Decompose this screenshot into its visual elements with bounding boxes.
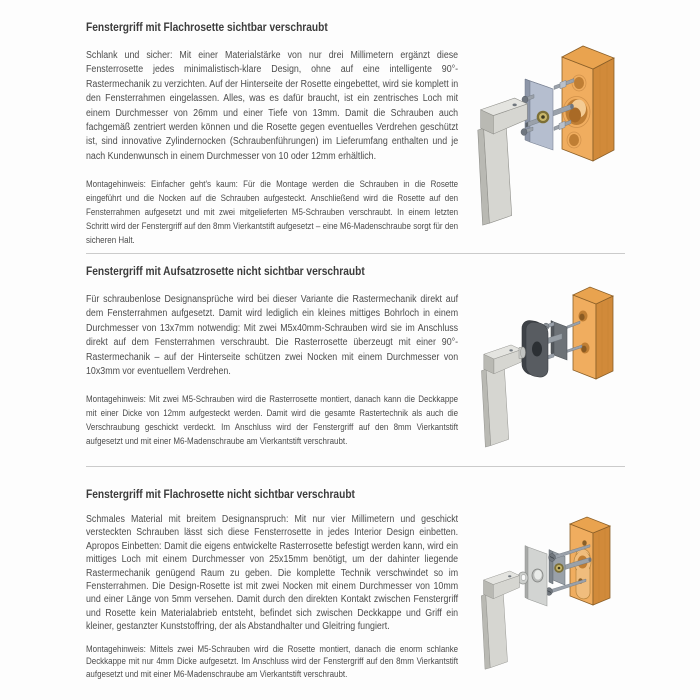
window-handle: [481, 571, 519, 669]
section-heading: Fenstergriff mit Aufsatzrosette nicht sichtbar verschraubt: [86, 266, 365, 278]
window-handle: [478, 98, 527, 225]
screw-hole: [574, 77, 584, 89]
window-frame-block: [562, 46, 614, 161]
brass-bushing: [537, 111, 550, 124]
section-heading: Fenstergriff mit Flachrosette sichtbar verschraubt: [86, 22, 328, 34]
section-heading: Fenstergriff mit Flachrosette nicht sichtbar verschraubt: [86, 489, 355, 501]
cover-cap: [522, 319, 548, 378]
illustration-exploded-aufsatzrosette-nicht-sichtbar: [470, 285, 630, 497]
spindle-hole: [532, 342, 542, 357]
section-flachrosette-sichtbar: [86, 22, 458, 247]
window-handle: [481, 345, 525, 447]
section-divider: [86, 253, 625, 254]
montage-note: Montagehinweis: Mittels zwei M5-Schrauben wird die Rosette montiert, danach die enorm schlanke Deckkappe mit nur 4mm Dicke aufgesetzt. Im Anschluss wird der Fenstergriff auf den 8mm Vierkantstift aufgesetzt und mit einer M6-Madenschraube am Vierkantstift verschraubt.: [86, 643, 459, 679]
section-body: Für schraubenlose Designansprüche wird bei dieser Variante die Rastermechanik direkt auf dem Fensterrahmen aufgesetzt. Damit wird lediglich ein kleines mittiges Bohrloch in einem Durchmesser von 13x7mm notwendig: Mit zwei M5x40mm-Schrauben wird sie im Anschluss direkt auf dem Fensterrahmen verschraubt. Die Rasterrosette überzeugt mit einer 90°-Rastermechanik – auf der Hinterseite schützen zwei Nocken mit einem Durchmesser von 10x3mm vor eventuellem Verdrehen.: [86, 294, 459, 378]
screw-hole: [582, 540, 586, 546]
section-body: Schlank und sicher: Mit einer Materialstärke von nur drei Millimetern ergänzt diese Fensterrosette jedes minimalistisch-klare Design, ohne auf eine intelligente 90°-Rastermechanik zu verzichten. Auf der Hinterseite der Rosette eingebettet, wird sie komplett in den Fensterrahmen eingelassen. Alles, was es dafür braucht, ist ein zentrisches Loch mit einem Durchmesser von 26mm und einer Tiefe von 13mm. Damit die Schrauben auch fachgemäß zentriert werden können und die Rosette gegen eventuelles Verdrehen geschützt ist, sind innovative Zylindernocken (Schraubenführungen) im Lieferumfang enthalten und je nach Kundenwunsch in einem Durchmesser von 10 oder 12mm erhältlich.: [86, 50, 459, 162]
illustration-exploded-flachrosette-nicht-sichtbar: [470, 515, 630, 700]
montage-note: Montagehinweis: Einfacher geht's kaum: Für die Montage werden die Schrauben in die Rosette eingeführt und die Nocken auf die Schrauben aufgesteckt. Anschließend wird die Rosette auf den Fensterrahmen aufgesetzt und mit zwei mitgelieferten M5-Schrauben verschraubt. In einem letzten Schritt wird der Fenstergriff auf den 8mm Vierkantstift aufgesetzt – eine M6-Madenschraube sorgt für den sicheren Halt.: [86, 179, 459, 246]
illustration-exploded-flachrosette-sichtbar: [470, 28, 630, 240]
thin-cover-plate: [525, 546, 547, 607]
screw-hole: [569, 134, 579, 146]
section-body: Schmales Material mit breitem Designanspruch: Mit nur vier Millimetern und geschickt versteckten Schrauben lässt sich diese Fensterrosette in jedes Interior Design einbetten. Apropos Einbetten: Damit die eigens entwickelte Rasterrosette befestigt werden kann, wird ein mittiges Loch mit einem Durchmesser von 25x15mm benötigt, um der dahinter liegende Rastermechanik genügend Raum zu geben. Die komplette Technik verschwindet so im Fensterrahmen. Die Design-Rosette ist mit zwei Nocken mit einem Durchmesser von 10mm und einer Länge von 5mm versehen. Damit durch den direkten Kontakt zwischen Fenstergriff und Rosette kein Materialabrieb entsteht, befindet sich zwischen Deckkappe und Griff ein kleiner, gestanzter Kunststoffring, der als Abstandhalter und Gleitring fungiert.: [86, 514, 459, 633]
window-frame-block: [573, 287, 613, 379]
montage-note: Montagehinweis: Mit zwei M5-Schrauben wird die Rasterrosette montiert, danach kann die Deckkappe mit einer Dicke von 12mm aufgesteckt werden. Damit wird die gesamte Rastertechnik als auch die Verschraubung geschickt verdeckt. Im Anschluss wird der Fenstergriff auf den 8mm Vierkantstift aufgesetzt und mit einer M6-Madenschraube am Vierkantstift verschraubt.: [86, 394, 459, 447]
section-flachrosette-nicht-sichtbar: [86, 489, 458, 680]
section-aufsatzrosette-nicht-sichtbar: [86, 266, 458, 448]
